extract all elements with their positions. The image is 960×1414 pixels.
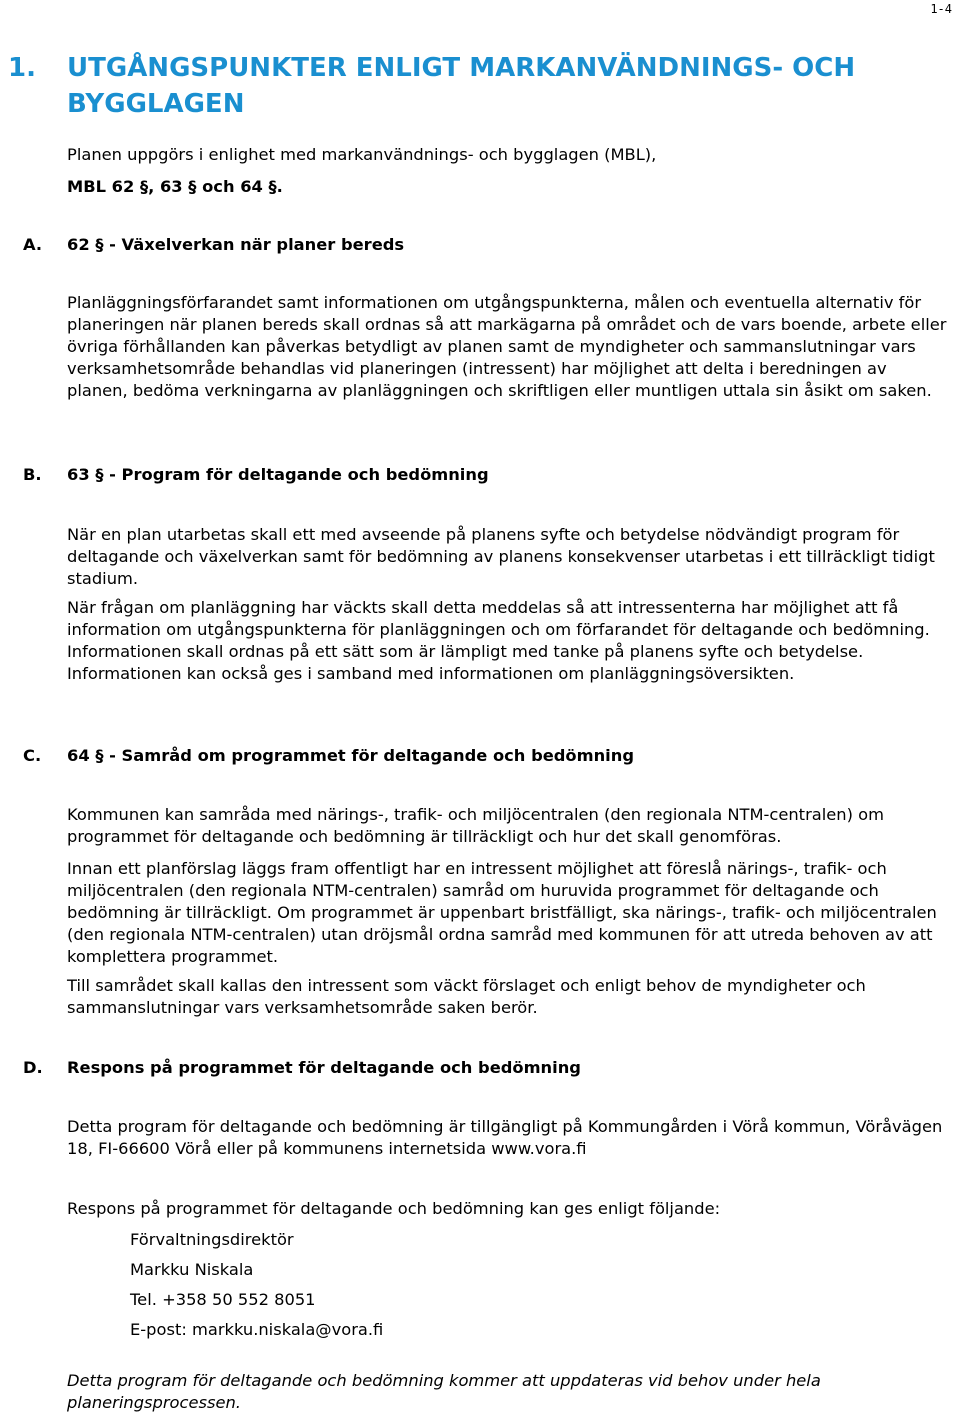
section-a-paragraph-1: Planläggningsförfarandet samt informationen om utgångspunkterna, målen och eventuella alternativ för planeringen när planen bereds skall ordnas så att markägarna på området och de vars boende, arbete eller övriga förhållanden kan påverkas betydligt av planen samt de myndigheter och sammanslutningar vars verksamhetsområde behandlas vid planeringen (intressent) har möjlighet att delta i beredningen av planen, bedöma verkningarna av planläggningen och skriftligen eller muntligen uttala sin åsikt om saken. (67, 293, 947, 400)
contact-role: Förvaltningsdirektör (130, 1230, 294, 1249)
section-letter: B. (23, 465, 42, 484)
section-a-heading (23, 234, 404, 256)
section-letter: C. (23, 746, 42, 765)
section-d-paragraph-2: Respons på programmet för deltagande och bedömning kan ges enligt följande: (67, 1199, 721, 1218)
section-c-paragraph-1: Kommunen kan samråda med närings-, trafik- och miljöcentralen (den regionala NTM-centralen) om programmet för deltagande och bedömning är tillräckligt och hur det skall genomföras. (67, 805, 884, 846)
section-letter: D. (23, 1058, 43, 1077)
section-b-paragraph-2: När frågan om planläggning har väckts skall detta meddelas så att intressenterna har möjlighet att få information om utgångspunkterna för planläggningen och om förfarandet för deltagande och bedömning. Informationen skall ordnas på ett sätt som är lämpligt med tanke på planens syfte och betydelse. Informationen kan också ges i samband med informationen om planläggningsöversikten. (67, 598, 930, 683)
heading-number: 1. (8, 53, 36, 83)
section-title: 63 § - Program för deltagande och bedömning (67, 465, 489, 484)
footer-note: Detta program för deltagande och bedömning kommer att uppdateras vid behov under hela planeringsprocessen. (67, 1371, 821, 1412)
section-title: Respons på programmet för deltagande och bedömning (67, 1058, 581, 1077)
main-heading (8, 50, 948, 122)
section-c-paragraph-2: Innan ett planförslag läggs fram offentligt har en intressent möjlighet att föreslå närings-, trafik- och miljöcentralen (den regionala NTM-centralen) samråd om huruvida programmet för deltagande och bedömning är tillräckligt. Om programmet är uppenbart bristfälligt, ska närings-, trafik- och miljöcentralen (den regionala NTM-centralen) utan dröjsmål ordna samråd med kommunen för att utreda behoven av att komplettera programmet. (67, 859, 937, 966)
section-title: 62 § - Växelverkan när planer bereds (67, 235, 405, 254)
heading-title: UTGÅNGSPUNKTER ENLIGT MARKANVÄNDNINGS- OCH BYGGLAGEN (67, 53, 856, 119)
section-c-heading (23, 745, 634, 767)
section-b-heading (23, 464, 489, 486)
section-title: 64 § - Samråd om programmet för deltagande och bedömning (67, 746, 634, 765)
intro-line-2: MBL 62 §, 63 § och 64 §. (67, 177, 283, 196)
contact-phone: Tel. +358 50 552 8051 (130, 1290, 316, 1309)
section-d-paragraph-1: Detta program för deltagande och bedömning är tillgängligt på Kommungården i Vörå kommun, Vöråvägen 18, FI-66600 Vörå eller på kommunens internetsida www.vora.fi (67, 1117, 943, 1158)
contact-name: Markku Niskala (130, 1260, 254, 1279)
section-b-paragraph-1: När en plan utarbetas skall ett med avseende på planens syfte och betydelse nödvändigt program för deltagande och växelverkan samt för bedömning av planens konsekvenser utarbetas i ett tillräckligt tidigt stadium. (67, 525, 935, 588)
section-letter: A. (23, 235, 43, 254)
intro-line-1: Planen uppgörs i enlighet med markanvändnings- och bygglagen (MBL), (67, 145, 657, 164)
page-number: 1-4 (930, 2, 952, 16)
contact-email: E-post: markku.niskala@vora.fi (130, 1320, 384, 1339)
section-d-heading (23, 1057, 581, 1079)
section-c-paragraph-3: Till samrådet skall kallas den intressent som väckt förslaget och enligt behov de myndigheter och sammanslutningar vars verksamhetsområde saken berör. (67, 976, 866, 1017)
